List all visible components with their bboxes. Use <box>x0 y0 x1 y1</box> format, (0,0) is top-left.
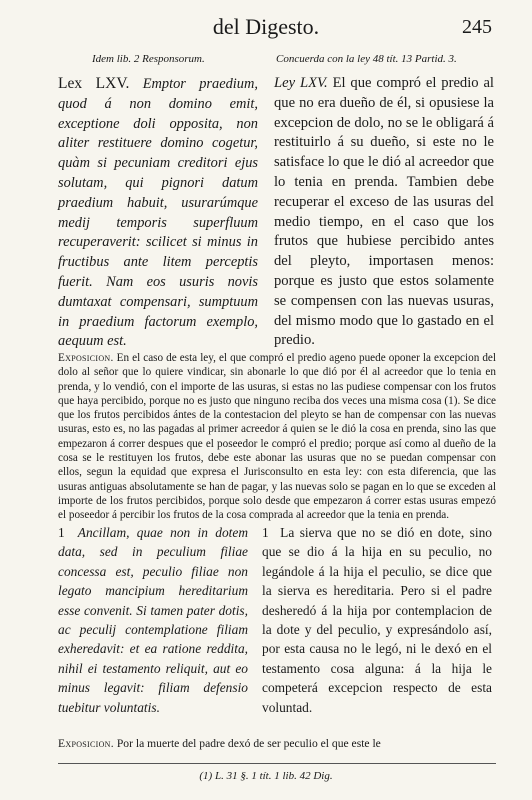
lex-label: Lex LXV. <box>58 75 130 92</box>
latin-reference: Idem lib. 2 Responsorum. <box>92 53 205 65</box>
note-number: 1 <box>58 525 65 540</box>
spanish-law-body: El que compró el predio al que no era dueño de él, si opusiese la excepcion de dolo, no se le obligará á restituirlo á su dueño, si este no le satisface lo que le dió al acreedor que lo tenia en prenda. Tambien debe recuperar el exceso de las usuras del medio tiempo, en el caso que los frutos que hubiese percibido antes del pleyto, importasen menos: porque es justo que estos solamente se compensen con las nuevas usuras, del mismo modo que lo gastado en el predio. <box>274 75 494 349</box>
exposicion-label: Exposicion. <box>58 352 114 364</box>
exposicion-label-2: Exposicion. <box>58 737 114 750</box>
page-number: 245 <box>462 16 492 38</box>
spanish-reference: Concuerda con la ley 48 tít. 13 Partid. 3. <box>276 53 457 65</box>
latin-note-body: Ancillam, quae non in dotem data, sed in peculium filiae concessa est, peculio filiae non legato mancipium hereditarium esse convenit. Si tamen pater dotis, ac peculij contemplatione filiam exheredavit: et ea ratione reddita, nihil ei testamento reliquit, aut eo minus legavit: filiam defensio tuebitur voluntatis. <box>58 525 248 715</box>
spanish-note-text <box>262 523 492 717</box>
latin-note-text <box>58 523 248 717</box>
note-number-es: 1 <box>262 525 269 540</box>
exposicion-body: En el caso de esta ley, el que compró el predio ageno puede oponer la excepcion del dolo al señor que lo quiere vindicar, sin abonarle lo que dió por él al acreedor que lo tenia en prenda, y lo vendió, con el importe de las usuras, si estas no las pudiese compensar con los frutos que haya percibido, porque no es justo que ninguno reciba dos veces una misma cosa (1). Se dice que los frutos percibidos ántes de la contestacion del pleyto se han de compensar con las nuevas usuras, esto es, no las pagadas al primer acreedor á quien se le dió la cosa en prenda, sino las que empezaron á correr despues que el poseedor le compró el predio; porque así como al dueño de la cosa se le restituyen los frutos, debe este abonar las usuras que no se puedan compensar con ellos, segun la equidad que expresa el Jurisconsulto en esta ley: con esta diferencia, que las usuras antiguas absolutamente se han de pagar, y las nuevas solo se pagan en lo que se exceden al importe de los frutos percibidos, porque solo desde que empezaron á correr estas usuras empezó el poseedor á percibir los frutos de la cosa comprada al acreedor que la tenia en prenda. <box>58 352 497 522</box>
footnote: (1) L. 31 §. 1 tít. 1 lib. 42 Dig. <box>199 770 333 782</box>
page-title: del Digesto. <box>212 14 320 39</box>
exposicion-paragraph <box>58 351 496 523</box>
exposicion-body-2: Por la muerte del padre dexó de ser peculio el que este le <box>116 737 381 750</box>
spanish-law-text <box>274 74 494 351</box>
footnote-divider <box>58 763 496 764</box>
latin-law-text <box>58 74 258 352</box>
ley-label: Ley LXV. <box>274 75 328 91</box>
exposicion-paragraph-2 <box>58 737 496 751</box>
latin-law-body: Emptor praedium, quod á non domino emit, exceptione doli opposita, non aliter restituere domino cogetur, quàm si pecuniam creditori ejus solutam, qui pignori datum praedium habuit, usurarúmque medij temporis superfluum recuperaverit: scilicet si minus in fructibus ante litem perceptis fuerit. Nam eos usuris novis dumtaxat compensari, sumptuum in praedium factorum exemplo, aequum est. <box>58 76 258 350</box>
spanish-note-body: La sierva que no se dió en dote, sino que se dio á la hija en su peculio, no legándole á la hija el peculio, se dice que la sierva es hereditaria. Pero si el padre desheredó á la hija por contemplacion de la dote y del peculio, y expresándolo así, por esta causa no le legó, ni le dexó en el testamento cosa alguna: á la hija le competerá excepcion respecto de esta voluntad. <box>262 525 492 715</box>
